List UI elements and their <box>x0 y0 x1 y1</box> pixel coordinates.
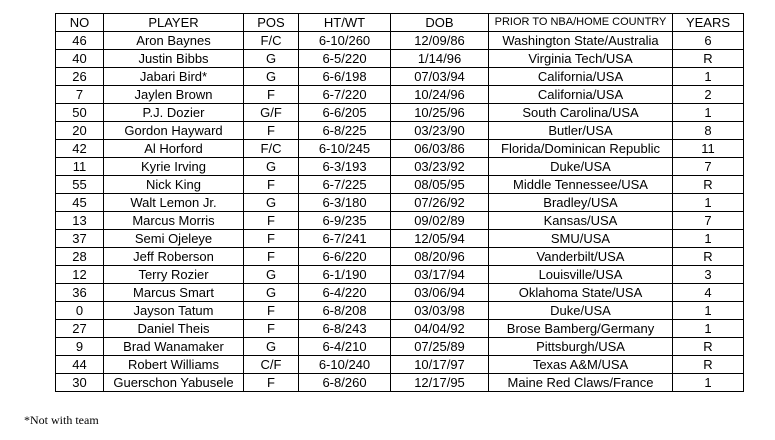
cell-dob: 03/23/90 <box>391 122 489 140</box>
cell-prior: Maine Red Claws/France <box>489 374 673 392</box>
cell-prior: California/USA <box>489 86 673 104</box>
cell-htwt: 6-3/180 <box>299 194 391 212</box>
cell-pos: G <box>244 68 299 86</box>
cell-pos: G/F <box>244 104 299 122</box>
table-row <box>56 122 744 140</box>
cell-dob: 08/05/95 <box>391 176 489 194</box>
cell-dob: 1/14/96 <box>391 50 489 68</box>
header-htwt: HT/WT <box>299 14 391 32</box>
cell-years: 3 <box>673 266 744 284</box>
header-pos: POS <box>244 14 299 32</box>
cell-player: Nick King <box>104 176 244 194</box>
cell-years: 1 <box>673 320 744 338</box>
cell-dob: 10/24/96 <box>391 86 489 104</box>
cell-years: 1 <box>673 68 744 86</box>
cell-dob: 12/05/94 <box>391 230 489 248</box>
cell-prior: Vanderbilt/USA <box>489 248 673 266</box>
cell-prior: Butler/USA <box>489 122 673 140</box>
table-row <box>56 374 744 392</box>
cell-htwt: 6-7/225 <box>299 176 391 194</box>
cell-htwt: 6-8/208 <box>299 302 391 320</box>
table-row <box>56 68 744 86</box>
cell-years: 1 <box>673 230 744 248</box>
cell-years: 7 <box>673 158 744 176</box>
cell-years: 1 <box>673 374 744 392</box>
cell-player: Jabari Bird* <box>104 68 244 86</box>
cell-pos: F <box>244 248 299 266</box>
roster-table <box>55 13 744 392</box>
cell-dob: 09/02/89 <box>391 212 489 230</box>
table-row <box>56 86 744 104</box>
cell-pos: C/F <box>244 356 299 374</box>
cell-dob: 07/03/94 <box>391 68 489 86</box>
cell-prior: Louisville/USA <box>489 266 673 284</box>
cell-no: 44 <box>56 356 104 374</box>
cell-years: R <box>673 356 744 374</box>
roster-body <box>56 32 744 392</box>
cell-dob: 12/17/95 <box>391 374 489 392</box>
cell-player: Jaylen Brown <box>104 86 244 104</box>
cell-prior: Washington State/Australia <box>489 32 673 50</box>
cell-years: 8 <box>673 122 744 140</box>
cell-years: R <box>673 176 744 194</box>
table-row <box>56 320 744 338</box>
cell-pos: F/C <box>244 32 299 50</box>
cell-player: Jeff Roberson <box>104 248 244 266</box>
cell-no: 28 <box>56 248 104 266</box>
cell-htwt: 6-6/220 <box>299 248 391 266</box>
cell-dob: 10/25/96 <box>391 104 489 122</box>
table-row <box>56 266 744 284</box>
cell-htwt: 6-9/235 <box>299 212 391 230</box>
cell-pos: G <box>244 338 299 356</box>
table-row <box>56 230 744 248</box>
cell-player: Marcus Smart <box>104 284 244 302</box>
table-row <box>56 212 744 230</box>
header-prior: PRIOR TO NBA/HOME COUNTRY <box>489 14 673 32</box>
table-row <box>56 32 744 50</box>
cell-no: 20 <box>56 122 104 140</box>
cell-prior: Florida/Dominican Republic <box>489 140 673 158</box>
cell-pos: G <box>244 284 299 302</box>
cell-years: 7 <box>673 212 744 230</box>
cell-years: 1 <box>673 194 744 212</box>
header-row <box>56 14 744 32</box>
cell-htwt: 6-8/243 <box>299 320 391 338</box>
cell-player: Brad Wanamaker <box>104 338 244 356</box>
cell-no: 46 <box>56 32 104 50</box>
table-row <box>56 302 744 320</box>
cell-no: 37 <box>56 230 104 248</box>
cell-no: 36 <box>56 284 104 302</box>
cell-pos: F/C <box>244 140 299 158</box>
cell-pos: F <box>244 122 299 140</box>
cell-no: 12 <box>56 266 104 284</box>
cell-player: Guerschon Yabusele <box>104 374 244 392</box>
cell-dob: 04/04/92 <box>391 320 489 338</box>
cell-no: 45 <box>56 194 104 212</box>
cell-dob: 07/26/92 <box>391 194 489 212</box>
table-row <box>56 338 744 356</box>
cell-htwt: 6-4/220 <box>299 284 391 302</box>
cell-prior: Duke/USA <box>489 302 673 320</box>
cell-years: R <box>673 50 744 68</box>
cell-prior: Brose Bamberg/Germany <box>489 320 673 338</box>
cell-htwt: 6-6/205 <box>299 104 391 122</box>
cell-prior: Texas A&M/USA <box>489 356 673 374</box>
table-row <box>56 194 744 212</box>
cell-prior: Kansas/USA <box>489 212 673 230</box>
cell-htwt: 6-6/198 <box>299 68 391 86</box>
cell-pos: G <box>244 50 299 68</box>
cell-prior: South Carolina/USA <box>489 104 673 122</box>
table-row <box>56 50 744 68</box>
cell-player: Marcus Morris <box>104 212 244 230</box>
cell-player: Aron Baynes <box>104 32 244 50</box>
cell-htwt: 6-7/241 <box>299 230 391 248</box>
cell-htwt: 6-5/220 <box>299 50 391 68</box>
cell-no: 13 <box>56 212 104 230</box>
table-row <box>56 158 744 176</box>
cell-player: Daniel Theis <box>104 320 244 338</box>
cell-no: 50 <box>56 104 104 122</box>
cell-pos: F <box>244 86 299 104</box>
table-row <box>56 176 744 194</box>
cell-prior: SMU/USA <box>489 230 673 248</box>
cell-dob: 06/03/86 <box>391 140 489 158</box>
cell-htwt: 6-10/260 <box>299 32 391 50</box>
cell-years: 4 <box>673 284 744 302</box>
cell-dob: 07/25/89 <box>391 338 489 356</box>
cell-pos: F <box>244 176 299 194</box>
cell-prior: Middle Tennessee/USA <box>489 176 673 194</box>
cell-dob: 03/23/92 <box>391 158 489 176</box>
cell-player: Terry Rozier <box>104 266 244 284</box>
cell-dob: 03/17/94 <box>391 266 489 284</box>
cell-years: 11 <box>673 140 744 158</box>
cell-years: R <box>673 248 744 266</box>
cell-pos: F <box>244 302 299 320</box>
header-dob: DOB <box>391 14 489 32</box>
cell-dob: 12/09/86 <box>391 32 489 50</box>
cell-dob: 08/20/96 <box>391 248 489 266</box>
cell-htwt: 6-8/260 <box>299 374 391 392</box>
cell-htwt: 6-4/210 <box>299 338 391 356</box>
cell-player: Semi Ojeleye <box>104 230 244 248</box>
cell-htwt: 6-10/240 <box>299 356 391 374</box>
cell-player: Walt Lemon Jr. <box>104 194 244 212</box>
cell-years: 6 <box>673 32 744 50</box>
cell-no: 30 <box>56 374 104 392</box>
table-row <box>56 140 744 158</box>
table-row <box>56 284 744 302</box>
cell-no: 42 <box>56 140 104 158</box>
footnote: *Not with team <box>24 413 99 427</box>
cell-player: Robert Williams <box>104 356 244 374</box>
cell-htwt: 6-7/220 <box>299 86 391 104</box>
header-no: NO <box>56 14 104 32</box>
cell-years: 2 <box>673 86 744 104</box>
cell-no: 27 <box>56 320 104 338</box>
cell-pos: F <box>244 212 299 230</box>
cell-dob: 03/06/94 <box>391 284 489 302</box>
cell-prior: Duke/USA <box>489 158 673 176</box>
cell-no: 9 <box>56 338 104 356</box>
cell-htwt: 6-1/190 <box>299 266 391 284</box>
cell-pos: F <box>244 230 299 248</box>
cell-player: Gordon Hayward <box>104 122 244 140</box>
cell-pos: G <box>244 194 299 212</box>
header-player: PLAYER <box>104 14 244 32</box>
cell-years: 1 <box>673 302 744 320</box>
cell-player: Jayson Tatum <box>104 302 244 320</box>
header-years: YEARS <box>673 14 744 32</box>
table-row <box>56 104 744 122</box>
cell-prior: California/USA <box>489 68 673 86</box>
cell-player: Kyrie Irving <box>104 158 244 176</box>
cell-htwt: 6-3/193 <box>299 158 391 176</box>
cell-no: 40 <box>56 50 104 68</box>
cell-player: P.J. Dozier <box>104 104 244 122</box>
table-row <box>56 248 744 266</box>
cell-no: 11 <box>56 158 104 176</box>
cell-prior: Pittsburgh/USA <box>489 338 673 356</box>
cell-pos: F <box>244 374 299 392</box>
cell-pos: F <box>244 320 299 338</box>
cell-no: 26 <box>56 68 104 86</box>
cell-no: 55 <box>56 176 104 194</box>
cell-dob: 10/17/97 <box>391 356 489 374</box>
cell-prior: Bradley/USA <box>489 194 673 212</box>
cell-no: 7 <box>56 86 104 104</box>
cell-dob: 03/03/98 <box>391 302 489 320</box>
cell-pos: G <box>244 158 299 176</box>
cell-no: 0 <box>56 302 104 320</box>
cell-htwt: 6-10/245 <box>299 140 391 158</box>
cell-player: Al Horford <box>104 140 244 158</box>
cell-years: R <box>673 338 744 356</box>
cell-prior: Virginia Tech/USA <box>489 50 673 68</box>
cell-years: 1 <box>673 104 744 122</box>
table-row <box>56 356 744 374</box>
cell-player: Justin Bibbs <box>104 50 244 68</box>
cell-htwt: 6-8/225 <box>299 122 391 140</box>
cell-prior: Oklahoma State/USA <box>489 284 673 302</box>
cell-pos: G <box>244 266 299 284</box>
